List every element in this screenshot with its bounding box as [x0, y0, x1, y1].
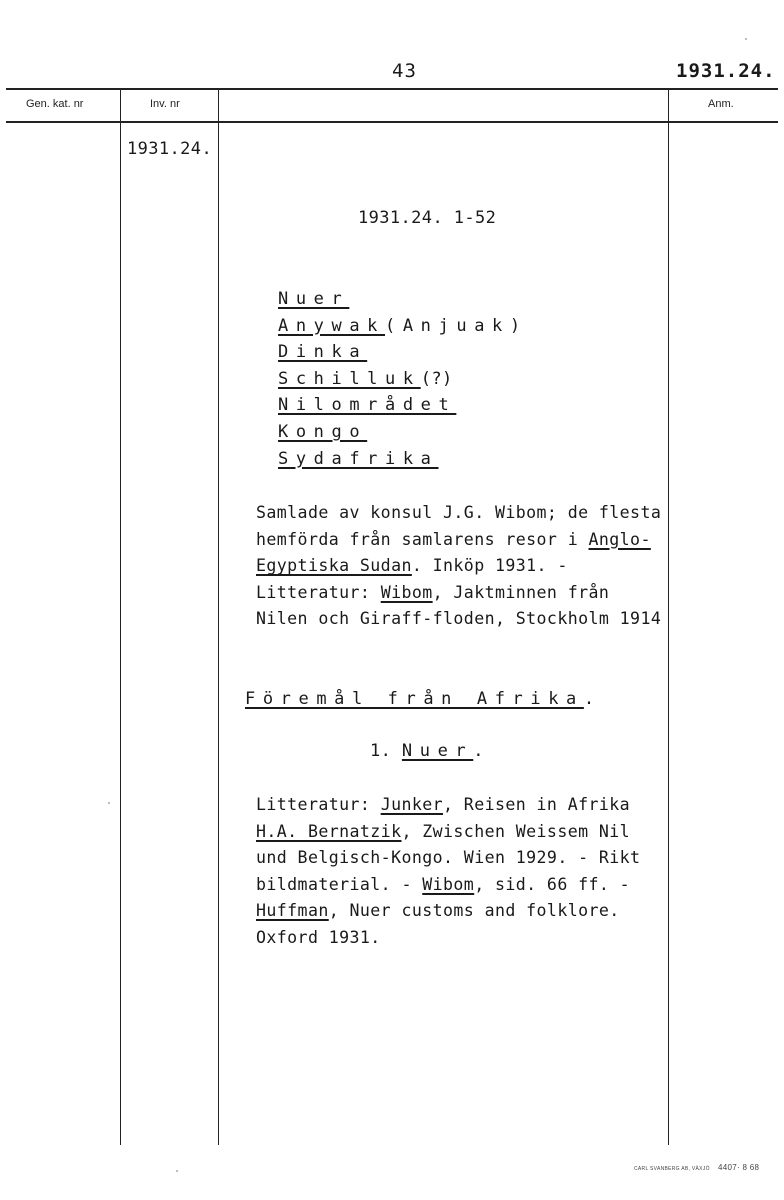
header-top-rule: [6, 88, 778, 90]
literature-line: Oxford 1931.: [256, 928, 381, 947]
list-item: [278, 339, 367, 366]
note-line: Egyptiska Sudan. Inköp 1931. -: [256, 556, 568, 576]
scan-speck: [176, 1170, 178, 1172]
list-item: [278, 313, 528, 340]
literature-line: Huffman, Nuer customs and folklore.: [256, 901, 620, 921]
people-alt-name: (?): [420, 368, 453, 389]
people-alt-name: (Anjuak): [385, 315, 528, 336]
catalogue-number-header: 1931.24.: [676, 60, 776, 82]
list-item: [278, 446, 439, 473]
people-name: Nuer: [278, 289, 350, 309]
note-line: Samlade av konsul J.G. Wibom; de flesta: [256, 503, 662, 522]
list-item: [278, 286, 349, 313]
form-code: 4407· 8 68: [718, 1163, 760, 1172]
literature-line: H.A. Bernatzik, Zwischen Weissem Nil: [256, 821, 631, 841]
people-name: Sydafrika: [278, 448, 439, 469]
list-item: [278, 366, 453, 393]
column-rule-2: [218, 89, 219, 1145]
people-name: Kongo: [278, 422, 368, 442]
column-label-inv: Inv. nr: [150, 98, 180, 110]
people-name: Nilområdet: [278, 395, 457, 416]
people-name: Anywak: [278, 315, 386, 336]
page-number: 43: [392, 60, 417, 82]
column-label-gen-kat: Gen. kat. nr: [26, 98, 84, 110]
header-bottom-rule: [6, 121, 778, 123]
note-line: Litteratur: Wibom, Jaktminnen från: [256, 582, 610, 602]
printer-imprint: CARL SVANBERG AB, VÄXJÖ: [634, 1166, 710, 1172]
list-item: [278, 419, 367, 446]
literature-line: und Belgisch-Kongo. Wien 1929. - Rikt: [256, 848, 641, 868]
scan-speck: [108, 802, 110, 804]
scan-speck: [745, 38, 747, 40]
note-line: hemförda från samlarens resor i Anglo-: [256, 529, 651, 549]
section-title: Föremål från Afrika.: [245, 689, 602, 709]
column-label-anm: Anm.: [708, 98, 734, 110]
literature-line: Litteratur: Junker, Reisen in Afrika: [256, 795, 631, 814]
column-rule-1: [120, 89, 121, 1145]
people-name: Schilluk: [278, 368, 421, 389]
literature-line: bildmaterial. - Wibom, sid. 66 ff. -: [256, 874, 631, 894]
inventory-entry: 1931.24.: [127, 139, 213, 159]
subsection-heading: 1. Nuer.: [370, 741, 484, 761]
people-name: Dinka: [278, 342, 368, 363]
column-rule-3: [668, 89, 669, 1145]
catalogue-range: 1931.24. 1-52: [358, 208, 497, 228]
list-item: [278, 392, 456, 419]
note-line: Nilen och Giraff-floden, Stockholm 1914: [256, 609, 662, 629]
